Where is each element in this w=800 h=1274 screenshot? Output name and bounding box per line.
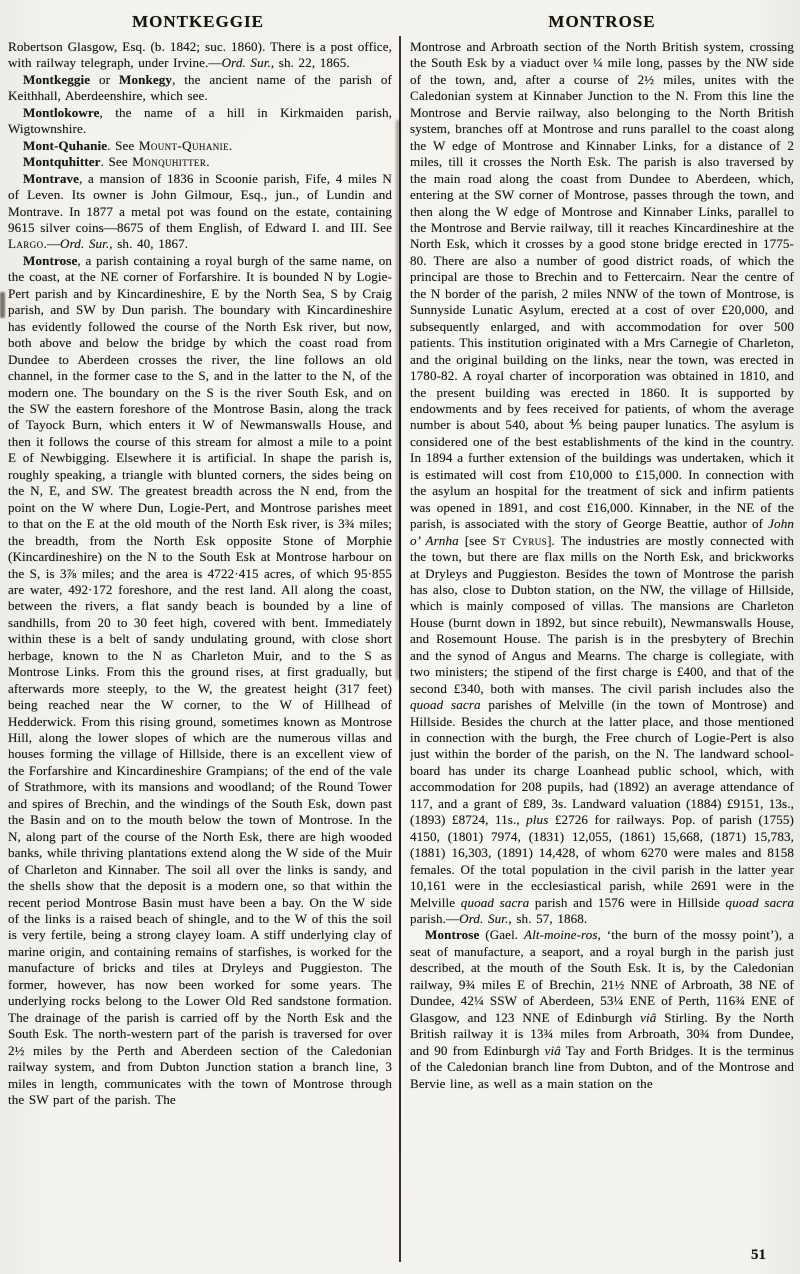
text-run: . See — [100, 154, 133, 170]
paragraph — [410, 927, 794, 1092]
text-run: . — [206, 154, 210, 170]
text-run: .— — [43, 236, 61, 252]
text-run: Largo — [8, 236, 44, 252]
text-run: Montrave — [23, 170, 80, 186]
text-run: viâ — [640, 1009, 657, 1025]
text-run: Montlokowre — [23, 104, 100, 120]
text-run: Monkegy — [118, 71, 173, 87]
text-run: or — [90, 71, 119, 87]
text-run: John o’ Arnha — [410, 516, 794, 548]
running-heads — [0, 12, 800, 36]
text-run: Montrose — [425, 927, 480, 943]
text-run: quoad sacra — [410, 697, 481, 713]
running-head-right: MONTROSE — [548, 12, 656, 31]
text-run: . See — [107, 137, 139, 153]
text-run: Montrose and Arbroath section of the North British system, crossing the South Esk by a viaduct over ¼ mile long, passes by the NW side of the town, and, after a course of 2½ miles, unites with the Caledonian system at Kinnaber Junction to the N. From this line the Montrose and Bervie railway, also belonging to the North British system, branches off at Montrose and runs parallel to the coast along the W edge of Montrose and Kinnaber Links, for a distance of 2 miles, till it crosses the North Esk. The parish is also traversed by the main road along the coast from Dundee to Aberdeen, which, entering at the SW corner of Montrose, passes through the town, and then along the W edge of Montrose and Kinnaber Links, parallel to the Montrose and Bervie railway, till it reaches Kincardineshire at the North Esk, which it crosses by a good stone bridge erected in 1775-80. There are also a number of good district roads, of which the principal are those to Brechin and to Fettercairn. Near the centre of the N border of the parish, 2 miles NNW of the town of Montrose, is Sunnyside Lunatic Asylum, erected at a cost of over £20,000, and subsequently enlarged, and with accommodation for over 500 patients. This institution originated with a Mrs Carnegie of Charleton, and the original building on the links, near the town, was erected in 1780-82. A royal charter of incorporation was obtained in 1810, and the present building was erected in 1860. It is supported by endowments and by fees received for patients, of whom the average number is about 540, about ⅘ being pauper lunatics. The asylum is considered one of the best establishments of the kind in the country. In 1894 a further extension of the buildings was undertaken, which it is estimated will cost from £10,000 to £15,000. In connection with the asylum an hospital for the treatment of sick and infirm patients was opened in 1891, and cost £16,000. Kinnaber, in the NE of the parish, is associated with the story of George Beattie, author of — [410, 39, 794, 532]
text-run: Mont-Quhanie — [23, 137, 108, 153]
text-run: Robertson Glasgow, Esq. (b. 1842; suc. 1860). There is a post office, with railway telegraph, under Irvine.— — [8, 39, 392, 71]
paragraph — [8, 105, 392, 138]
paragraph — [410, 39, 794, 927]
text-run: , sh. 22, 1865. — [270, 55, 350, 71]
text-run: , the ancient name of the parish of Keithhall, Aberdeenshire, which see. — [8, 71, 392, 104]
text-run: quoad sacra — [460, 894, 530, 910]
text-run: ]. The industries are mostly connected with the town, but there are flax mills on the North Esk, and brickworks at Dryleys and Puggieston. Besides the town of Montrose the parish has also, close to Dubton station, on the NW, the village of Hillside, which is mainly composed of villas. The mansions are Charleton House (burnt down in 1892, but since rebuilt), Newmanswalls House, and Rosemount House. The parish is in the presbytery of Brechin and the synod of Angus and Mearns. The charge is collegiate, with two ministers; the stipend of the first charge is £400, and that of the second £340, both with manses. The civil parish includes also the — [410, 532, 794, 696]
text-run: (Gael. — [479, 927, 525, 943]
text-run: Montkeggie — [23, 71, 91, 87]
text-run: St Cyrus — [492, 532, 548, 548]
running-head-left: MONTKEGGIE — [132, 12, 264, 31]
text-run: [see — [458, 532, 493, 548]
scan-artifact — [0, 292, 5, 318]
text-run: Mount-Quhanie — [138, 137, 229, 153]
text-run: , a mansion of 1836 in Scoonie parish, Fife, 4 miles N of Leven. Its owner is John Gilmour, Esq., jun., of Lundin and Montrave. In 1877 a metal pot was found on the estate, containing 9615 silver coins—8675 of them English, of Edward I. and III. See — [8, 170, 392, 235]
text-run: parish and 1576 were in Hillside — [529, 894, 726, 910]
column-right — [410, 39, 794, 1261]
paragraph — [8, 72, 392, 105]
column-left — [8, 39, 392, 1261]
text-run: quoad sacra — [725, 894, 794, 910]
text-run: Ord. Sur. — [221, 55, 271, 71]
text-run: parishes of Melville (in the town of Montrose) and Hillside. Besides the church at the latter place, and those mentioned in connection with the burgh, the Free church of Logie-Pert is also just within the border of the parish, on the N. The landward school-board has under its charge Loanhead public school, which, with accommodation for 208 pupils, had (1892) an average attendance of 117, and a grant of £89, 3s. Landward valuation (1884) £9151, 13s., (1893) £8724, 11s., — [410, 697, 794, 828]
text-run: Monquhitter — [132, 154, 207, 170]
text-run: £2726 for railways. Pop. of parish (1755) 4150, (1801) 7974, (1831) 12,055, (1861) 15,668, (1871) 15,783, (1881) 16,303, (1891) 14,428, of whom 6270 were males and 8158 females. Of the total population in the civil parish in the latter year 10,161 were in the ecclesiastical parish, while 2691 were in the Melville — [410, 812, 794, 910]
page-number: 51 — [751, 1247, 766, 1263]
gutter-smudge — [396, 120, 400, 680]
text-run: Ord. Sur. — [60, 236, 110, 252]
text-run: Montrose — [23, 252, 78, 268]
paragraph — [8, 154, 392, 170]
text-run: , a parish containing a royal burgh of the same name, on the coast, at the NE corner of Forfarshire. It is bounded N by Logie-Pert parish and by Kincardineshire, E by the North Sea, S by Craig parish, and SW by Dun parish. The boundary with Kincardineshire has evidently followed the course of the North Esk river, but now, both above and below the bridge by which the coast road from Dundee to Aberdeen crosses the river, the line follows an old channel, in the former case to the S, and in the latter to the N, of the modern one. The boundary on the S is the river South Esk, and on the SW the eastern foreshore of the Montrose Basin, along the track of Tayock Burn, which enters it W of Newmanswalls House, and then it follows the course of this stream for almost a mile to a point E of Newbigging. Elsewhere it is artificial. In shape the parish is, roughly speaking, a triangle with blunted corners, the sides being on the N, E, and SW. The greatest breadth across the N end, from the point on the W where Dun, Logie-Pert, and Montrose parishes meet to that on the E at the old mouth of the North Esk river, is 3¾ miles; the breadth, from the North Esk opposite Stone of Morphie (Kincardineshire) on the N to the South Esk at Montrose harbour on the S, is 3⅞ miles; and the area is 4722·415 acres, of which 95·855 are water, 492·172 foreshore, and the rest land. All along the coast, between the rivers, a flat sandy beach is bounded by a line of sandhills, from 20 to 30 feet high, covered with bent. Immediately within these is a belt of sandy undulating ground, with close short herbage, known to the N as Charleton Muir, and to the S as Montrose Links. From this the ground rises, at first gradually, but afterwards more steeply, to the W, the greatest height (317 feet) being reached near the W corner, to the W of Hillhead of Hedderwick. From this rising ground, sometimes known as Montrose Hill, along the lower slopes of which are the numerous villas and houses forming the village of Hillside, there is an excellent view of the Forfarshire and Kincardineshire Grampians; of the end of the vale of Strathmore, with its mansions and woodland; of the Round Tower and spires of Brechin, and the windings of the South Esk, down past the Basin and on to the mouth below the town of Montrose. In the N, along part of the course of the North Esk, there are high wooded banks, while thriving plantations extend along the W side of the Muir of Charleton and Kinnaber. The soil all over the links is sandy, and the shells show that the deposit is a modern one, so that within the recent period Montrose Basin must have been a bay. On the W side of the links is a raised beach of shingle, and to the W of this the soil is very fertile, being a strong clayey loam. A stiff underlying clay of marine origin, and containing remains of starfishes, is worked for the manufacture of bricks and tiles at Dryleys and Puggieston. The former, however, has now been worked for some years. The underlying rocks belong to the Lower Old Red sandstone formation. The drainage of the parish is carried off by the North Esk and the South Esk. The north-western part of the parish is traversed for over 2½ miles by the Perth and Aberdeen section of the Caledonian railway system, and from Dubton Junction station a branch line, 3 miles in length, communicates with the town of Montrose through the SW part of the parish. The — [8, 252, 392, 1107]
text-run: Ord. Sur. — [459, 911, 509, 927]
text-run: Montquhitter — [23, 154, 101, 170]
text-run: viâ — [544, 1042, 561, 1058]
text-run: parish.— — [410, 911, 460, 927]
text-run: plus — [526, 812, 549, 828]
text-run: Tay and Forth Bridges. It is the terminus of the Caledonian branch line from Dubton, and of the Montrose and Bervie line, as well as a main station on the — [410, 1042, 794, 1091]
paragraph — [8, 171, 392, 253]
text-run: , ‘the burn of the mossy point’), a seat of manufacture, a seaport, and a royal burgh in the parish just described, at the mouth of the South Esk. It is, by the Caledonian railway, 9¾ miles E of Brechin, 21½ NNE of Arbroath, 38 NE of Dundee, 42¼ SSW of Aberdeen, 53¼ ENE of Perth, 116¾ ENE of Glasgow, and 123 NNE of Edinburgh — [410, 927, 794, 1025]
paragraph — [8, 39, 392, 72]
text-run: . — [228, 137, 233, 153]
text-run: Alt-moine-ros — [524, 927, 598, 943]
text-run: , sh. 57, 1868. — [508, 911, 588, 927]
text-run: Stirling. By the North British railway it is 13¾ miles from Arbroath, 30¾ from Dundee, and 90 from Edinburgh — [410, 1009, 794, 1058]
paragraph — [8, 138, 392, 154]
text-run: , sh. 40, 1867. — [109, 236, 189, 252]
paragraph — [8, 253, 392, 1109]
text-run: , the name of a hill in Kirkmaiden parish, Wigtownshire. — [8, 104, 392, 137]
